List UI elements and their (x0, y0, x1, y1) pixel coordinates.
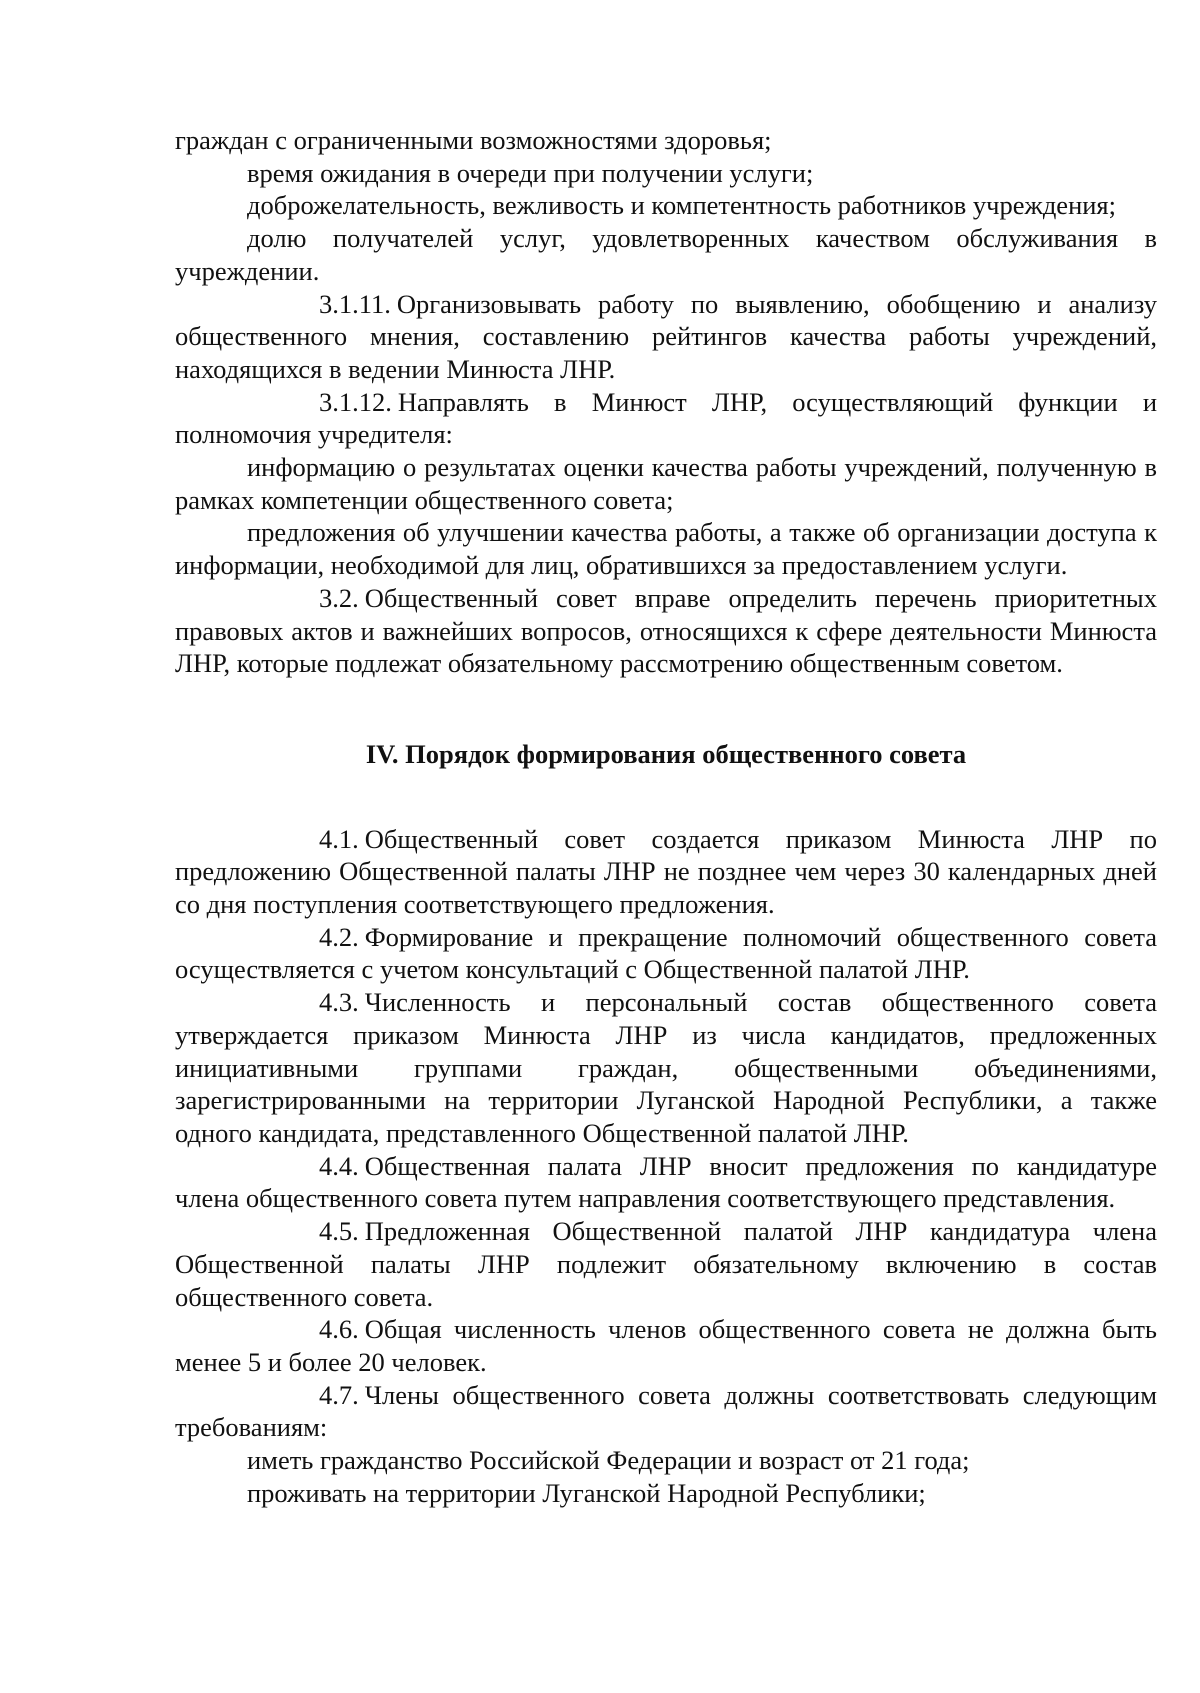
section-heading: IV. Порядок формирования общественного совета (365, 738, 967, 769)
paragraph: граждан с ограниченными возможностями здоровья; (175, 125, 772, 155)
clause-number: 4.3. (319, 987, 359, 1018)
paragraph: доброжелательность, вежливость и компетентность работников учреждения; (247, 190, 1116, 221)
clause-number: 3.1.12. (319, 386, 392, 417)
clause-number: 4.5. (319, 1216, 359, 1247)
clause-number: 3.2. (319, 582, 359, 613)
clause-4-3: 4.3. Численность и персональный состав общественного совета утверждается приказом Минюста ЛНР из числа кандидатов, предложенных инициативными группами граждан, общественными объединениями, зарегистрированными на территории Луганской Народной Республики, а также одного кандидата, представленного Общественной палатой ЛНР. (175, 987, 1157, 1148)
clause-4-4: 4.4. Общественная палата ЛНР вносит предложения по кандидатуре члена общественного совета путем направления соответствующего представления. (175, 1150, 1157, 1214)
clause-number: 4.6. (319, 1314, 359, 1345)
clause-4-2: 4.2. Формирование и прекращение полномочий общественного совета осуществляется с учетом консультаций с Общественной палатой ЛНР. (175, 921, 1157, 985)
paragraph: долю получателей услуг, удовлетворенных качеством обслуживания в учреждении. (175, 223, 1157, 286)
clause-4-6: 4.6. Общая численность членов общественного совета не должна быть менее 5 и более 20 человек. (175, 1314, 1157, 1377)
clause-3-2: 3.2. Общественный совет вправе определить перечень приоритетных правовых актов и важнейших вопросов, относящихся к сфере деятельности Минюста ЛНР, которые подлежат обязательному рассмотрению общественным советом. (175, 582, 1157, 679)
clause-4-5: 4.5. Предложенная Общественной палатой ЛНР кандидатура члена Общественной палаты ЛНР подлежит обязательному включению в состав общественного совета. (175, 1216, 1157, 1312)
clause-number: 4.2. (319, 921, 359, 952)
paragraph: проживать на территории Луганской Народной Республики; (247, 1477, 926, 1508)
paragraph: информацию о результатах оценки качества работы учреждений, полученную в рамках компетенции общественного совета; (175, 452, 1157, 515)
clause-3-1-12: 3.1.12. Направлять в Минюст ЛНР, осуществляющий функции и полномочия учредителя: (175, 386, 1157, 450)
clause-number: 4.4. (319, 1150, 359, 1181)
paragraph: время ожидания в очереди при получении услуги; (247, 157, 814, 188)
clause-number: 3.1.11. (319, 288, 391, 319)
clause-number: 4.7. (319, 1379, 359, 1410)
clause-4-1: 4.1. Общественный совет создается приказом Минюста ЛНР по предложению Общественной палаты ЛНР не позднее чем через 30 календарных дней со дня поступления соответствующего предложения. (175, 823, 1157, 920)
paragraph: иметь гражданство Российской Федерации и возраст от 21 года; (247, 1445, 970, 1476)
clause-3-1-11: 3.1.11. Организовывать работу по выявлению, обобщению и анализу общественного мнения, составлению рейтингов качества работы учреждений, находящихся в ведении Минюста ЛНР. (175, 288, 1157, 384)
paragraph: предложения об улучшении качества работы, а также об организации доступа к информации, необходимой для лиц, обратившихся за предоставлением услуги. (175, 517, 1157, 581)
document-body (175, 124, 1157, 1509)
clause-number: 4.1. (319, 823, 359, 854)
clause-4-7: 4.7. Члены общественного совета должны соответствовать следующим требованиям: (175, 1379, 1157, 1443)
